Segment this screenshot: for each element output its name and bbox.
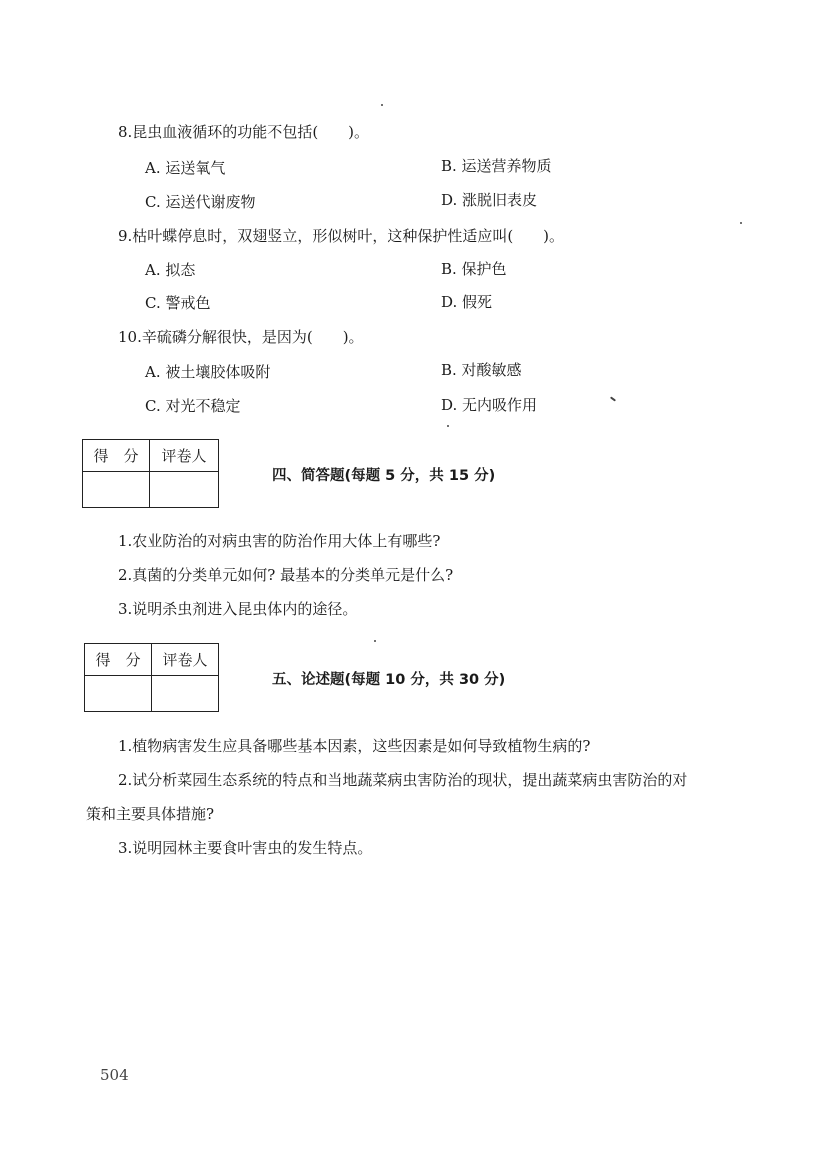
score-box-section-4 [82,439,219,508]
question-8-option-d: D. 涨脱旧表皮 [441,191,538,209]
score-box-grader-cell [152,676,219,712]
question-8-option-a: A. 运送氧气 [145,159,226,177]
question-9-stem: 9.枯叶蝶停息时，双翅竖立，形似树叶，这种保护性适应叫( )。 [118,227,565,245]
question-8-option-c: C. 运送代谢废物 [145,193,256,211]
question-10-option-a: A. 被土壤胶体吸附 [145,363,271,381]
question-10-option-d: D. 无内吸作用 [441,396,538,414]
page-number: 504 [100,1066,129,1084]
scan-speck [381,104,383,106]
question-8-option-b: B. 运送营养物质 [441,157,552,175]
score-box-score-label: 得 分 [85,644,152,676]
score-box-grader-cell [150,472,219,508]
question-9-option-d: D. 假死 [441,293,493,311]
scan-speck [447,425,449,427]
question-10-option-b: B. 对酸敏感 [441,361,522,379]
section-4-question-1: 1.农业防治的对病虫害的防治作用大体上有哪些? [118,532,441,550]
section-5-question-1: 1.植物病害发生应具备哪些基本因素，这些因素是如何导致植物生病的? [118,737,591,755]
question-9-option-b: B. 保护色 [441,260,507,278]
section-4-question-3: 3.说明杀虫剂进入昆虫体内的途径。 [118,600,358,618]
scan-speck [374,640,376,642]
section-4-question-2: 2.真菌的分类单元如何? 最基本的分类单元是什么? [118,566,454,584]
score-box-section-5 [84,643,219,712]
section-5-question-2-line-2: 策和主要具体措施? [86,805,215,823]
scan-speck [740,222,742,224]
question-9-option-a: A. 拟态 [145,261,196,279]
question-9-option-c: C. 警戒色 [145,294,211,312]
section-5-question-3: 3.说明园林主要食叶害虫的发生特点。 [118,839,373,857]
scan-speck [610,396,616,401]
question-10-option-c: C. 对光不稳定 [145,397,241,415]
section-5-question-2-line-1: 2.试分析菜园生态系统的特点和当地蔬菜病虫害防治的现状，提出蔬菜病虫害防治的对 [118,771,688,789]
question-8-stem: 8.昆虫血液循环的功能不包括( )。 [118,123,370,141]
score-box-score-label: 得 分 [83,440,150,472]
score-box-score-cell [83,472,150,508]
score-box-grader-label: 评卷人 [152,644,219,676]
section-4-title: 四、简答题(每题 5 分，共 15 分) [272,468,496,484]
section-5-title: 五、论述题(每题 10 分，共 30 分) [272,672,506,688]
question-10-stem: 10.辛硫磷分解很快，是因为( )。 [118,328,364,346]
score-box-grader-label: 评卷人 [150,440,219,472]
score-box-score-cell [85,676,152,712]
